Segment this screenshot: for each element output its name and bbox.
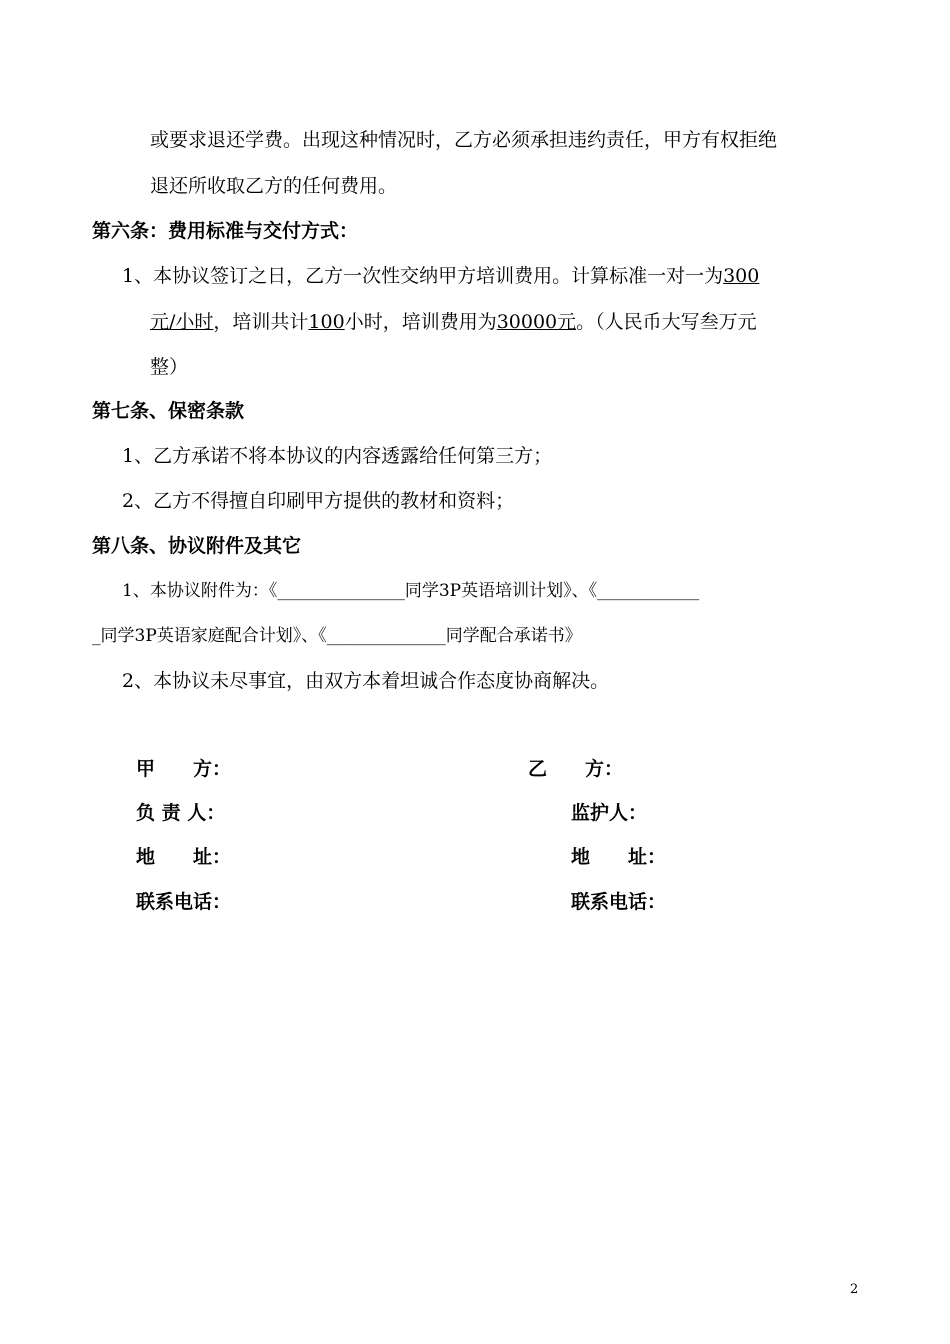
page-number: 2 <box>850 1282 859 1297</box>
article-8-heading: 第八条、协议附件及其它 <box>92 535 302 557</box>
address-a-label: 地 址： <box>136 846 232 868</box>
article-6-item-1-line-2 <box>150 310 757 334</box>
address-b-label: 地 址： <box>571 846 667 868</box>
item-text: 1、本协议签订之日，乙方一次性交纳甲方培训费用。计算标准一对一为 <box>122 265 724 287</box>
paragraph-line <box>150 174 397 198</box>
paragraph-text: 或要求退还学费。出现这种情况时，乙方必须承担违约责任，甲方有权拒绝 <box>150 129 778 151</box>
article-8-item-1-line-2: _同学3P英语家庭配合计划》、《______________同学配合承诺书》 <box>92 626 582 646</box>
article-6-item-1-line-3 <box>150 355 188 379</box>
item-text: 整） <box>150 356 189 378</box>
article-8-item-2: 2、本协议未尽事宜，由双方本着坦诚合作态度协商解决。 <box>122 670 610 692</box>
article-6-heading: 第六条：费用标准与交付方式： <box>92 220 359 242</box>
article-7-heading: 第七条、保密条款 <box>92 400 245 422</box>
paragraph-line <box>150 128 858 152</box>
responsible-person-label: 负 责 人： <box>136 802 226 824</box>
phone-a-label: 联系电话： <box>136 891 232 913</box>
rate-value: 300 <box>723 265 760 287</box>
rate-unit: 元/小时 <box>150 311 214 333</box>
item-text: ，培训共计 <box>213 311 309 333</box>
party-a-label: 甲 方： <box>136 758 232 780</box>
article-6-item-1-line-1 <box>122 264 759 288</box>
item-text: 。（人民币大写叁万元 <box>576 311 757 333</box>
guardian-label: 监护人： <box>571 802 648 824</box>
paragraph-text: 退还所收取乙方的任何费用。 <box>150 175 398 197</box>
item-text: 小时，培训费用为 <box>344 311 497 333</box>
article-8-item-1-line-1: 1、本协议附件为：《_______________同学3P英语培训计划》、《____________ <box>122 581 700 601</box>
party-b-label: 乙 方： <box>528 758 624 780</box>
phone-b-label: 联系电话： <box>571 891 667 913</box>
total-fee-value: 30000元 <box>496 311 577 333</box>
article-7-item-2: 2、乙方不得擅自印刷甲方提供的教材和资料； <box>122 490 515 512</box>
article-7-item-1: 1、乙方承诺不将本协议的内容透露给任何第三方； <box>122 445 553 467</box>
hours-value: 100 <box>308 311 345 333</box>
